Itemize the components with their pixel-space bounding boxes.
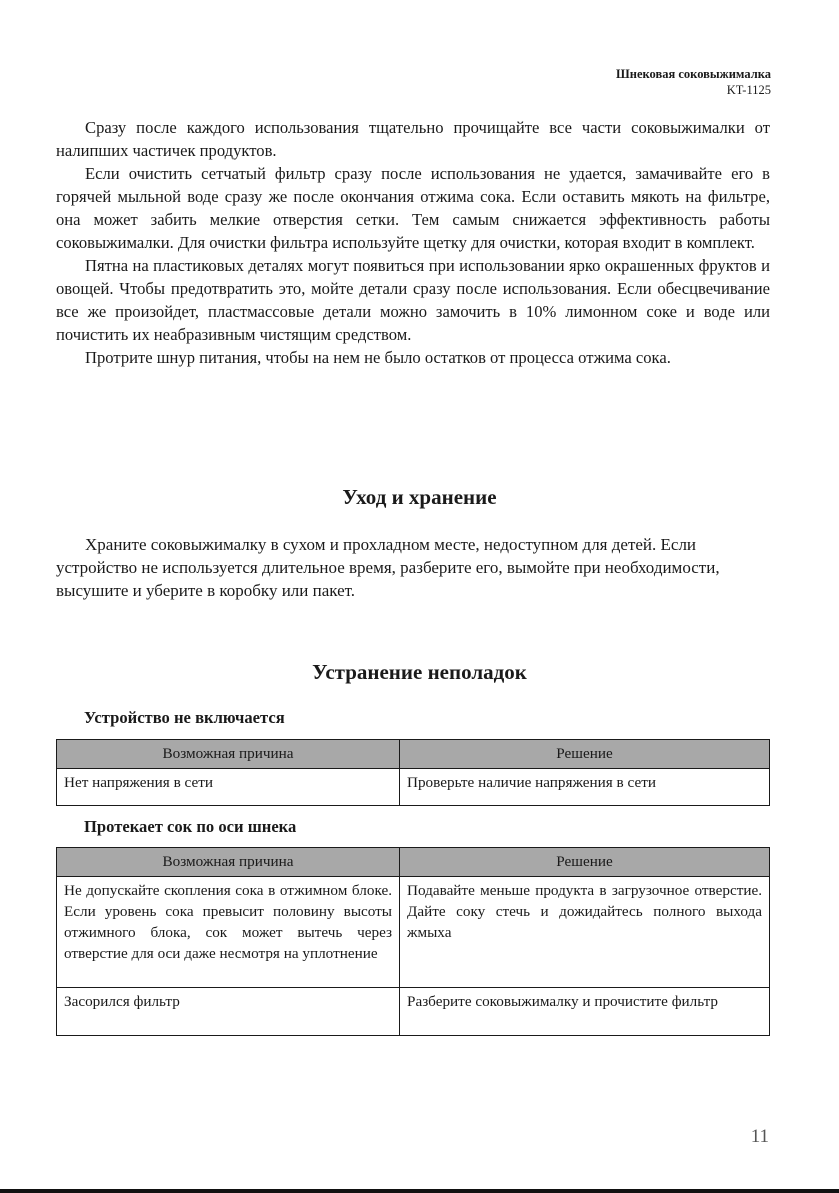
table-header-row xyxy=(57,740,770,769)
paragraph: Сразу после каждого использования тщательно прочищайте все части соковыжималки от налипших частичек продуктов. xyxy=(56,118,770,160)
troubleshooting-table xyxy=(56,739,770,806)
page-number: 11 xyxy=(750,1126,769,1147)
column-header-cause: Возможная причина xyxy=(57,740,400,769)
bottom-edge-rule xyxy=(0,1189,839,1193)
cleaning-instructions xyxy=(56,116,770,369)
column-header-cause: Возможная причина xyxy=(57,848,400,877)
table-header-row xyxy=(57,848,770,877)
care-heading: Уход и хранение xyxy=(342,485,497,509)
paragraph: Храните соковыжималку в сухом и прохладном месте, недоступном для детей. Если устройство не используется длительное время, разберите его, вымойте при необходимости, высушите и уберите в коробку или пакет. xyxy=(56,535,720,600)
table-row xyxy=(57,988,770,1036)
problem-title: Протекает сок по оси шнека xyxy=(84,817,297,836)
troubleshooting-heading: Устранение неполадок xyxy=(312,660,527,684)
paragraph: Протрите шнур питания, чтобы на нем не было остатков от процесса отжима сока. xyxy=(85,348,671,367)
paragraph: Пятна на пластиковых деталях могут появиться при использовании ярко окрашенных фруктов и овощей. Чтобы предотвратить это, мойте детали сразу после использования. Если обесцвечивание все же произойдет, пластмассовые детали можно замочить в 10% лимонном соке и воде или почистить их неабразивным чистящим средством. xyxy=(56,256,770,344)
solution-cell: Подавайте меньше продукта в загрузочное отверстие. Дайте соку стечь и дожидайтесь полного выхода жмыха xyxy=(400,877,770,988)
care-text xyxy=(56,533,770,602)
running-header xyxy=(616,66,771,98)
solution-cell: Разберите соковыжималку и прочистите фильтр xyxy=(400,988,770,1036)
problem-title: Устройство не включается xyxy=(84,708,285,727)
table-row xyxy=(57,877,770,988)
header-model: KT-1125 xyxy=(726,83,771,97)
solution-cell: Проверьте наличие напряжения в сети xyxy=(400,769,770,806)
troubleshooting-table xyxy=(56,847,770,1036)
table-row xyxy=(57,769,770,806)
column-header-solution: Решение xyxy=(400,848,770,877)
cause-cell: Засорился фильтр xyxy=(57,988,400,1036)
cause-cell: Не допускайте скопления сока в отжимном блоке. Если уровень сока превысит половину высоты отжимного блока, сок может вытечь через отверстие для оси даже несмотря на уплотнение xyxy=(57,877,400,988)
cause-cell: Нет напряжения в сети xyxy=(57,769,400,806)
column-header-solution: Решение xyxy=(400,740,770,769)
header-title: Шнековая соковыжималка xyxy=(616,67,771,81)
paragraph: Если очистить сетчатый фильтр сразу после использования не удается, замачивайте его в горячей мыльной воде сразу же после окончания отжима сока. Если оставить мякоть на фильтре, она может забить мелкие отверстия сетки. Тем самым снижается эффективность работы соковыжималки. Для очистки фильтра используйте щетку для очистки, которая входит в комплект. xyxy=(56,164,770,252)
